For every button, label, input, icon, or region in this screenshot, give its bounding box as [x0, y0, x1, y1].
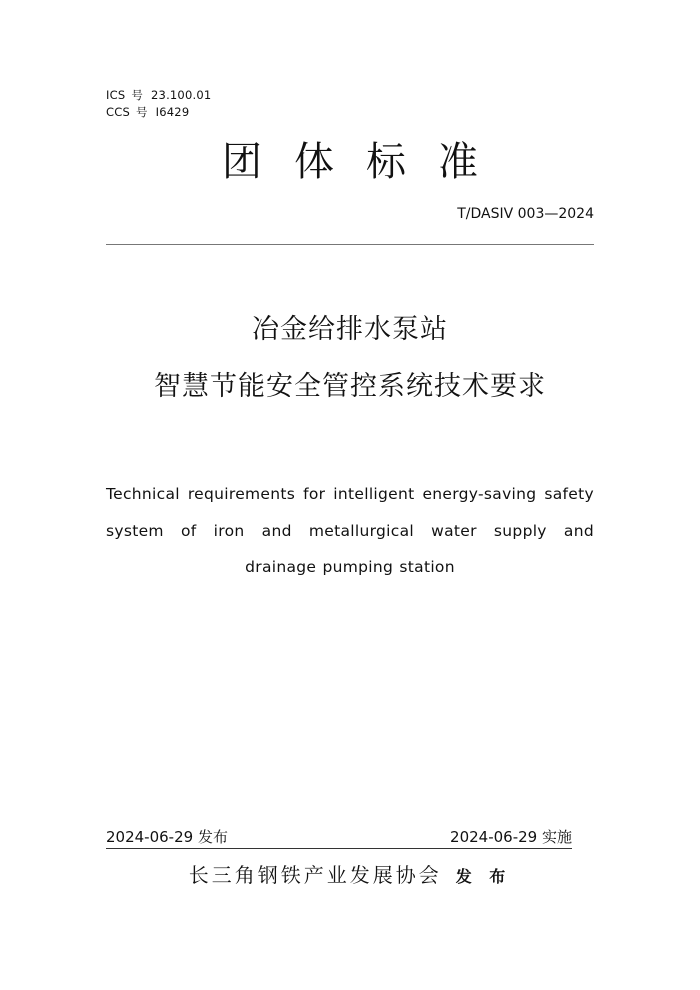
title-cn-line1: 冶金给排水泵站	[252, 314, 448, 345]
ics-classification	[106, 88, 211, 102]
title-cn-line2: 智慧节能安全管控系统技术要求	[154, 371, 546, 402]
standard-code: T/DASIV 003—2024	[457, 206, 594, 222]
publish-date: 2024-06-29 发布	[106, 828, 228, 846]
ccs-classification	[106, 105, 189, 119]
standard-type-heading: 团体标准	[222, 139, 510, 185]
publisher-line	[0, 861, 700, 891]
implement-date: 2024-06-29 实施	[450, 828, 572, 846]
ics-code: 23.100.01	[151, 88, 212, 102]
header-divider	[106, 244, 594, 245]
date-row	[106, 826, 572, 849]
ccs-sep: 号	[135, 105, 148, 119]
ics-sep: 号	[131, 88, 144, 102]
ccs-label: CCS	[106, 105, 130, 119]
publisher-name: 长三角钢铁产业发展协会	[188, 863, 442, 887]
publisher-verb: 发 布	[455, 867, 512, 886]
ics-label: ICS	[106, 88, 126, 102]
ccs-code: I6429	[155, 105, 190, 119]
title-en: Technical requirements for intelligent energy-saving safety system of iron and metallurgical water supply and drainage pumping station	[106, 485, 594, 576]
